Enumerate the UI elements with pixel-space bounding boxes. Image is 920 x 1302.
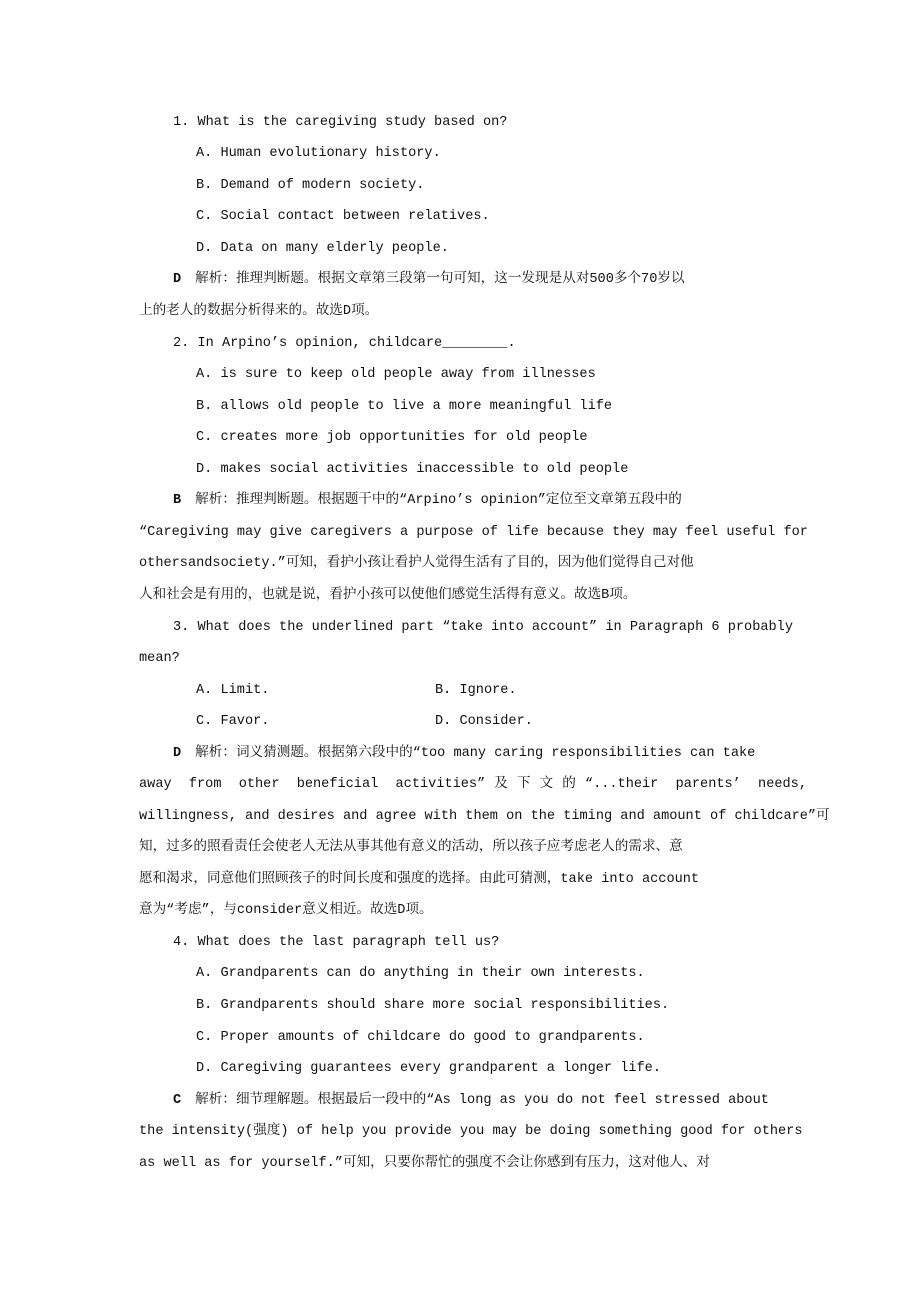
option-d: D. Consider. [435,714,533,729]
option-c: C. creates more job opportunities for old people [196,430,588,445]
explanation-text: othersandsociety.”可知，看护小孩让看护人觉得生活有了目的，因为他们觉得自己对他 [139,556,694,571]
answer-key: B [173,493,182,508]
explanation-text: 解析：推理判断题。根据文章第三段第一句可知，这一发现是从对500多个70岁以 [195,272,685,287]
option-b: B. Grandparents should share more social responsibilities. [196,998,670,1013]
question-stem: 2. In Arpino’s opinion, childcare________. [173,336,516,351]
question-stem: mean? [139,651,180,666]
option-a: A. is sure to keep old people away from illnesses [196,367,596,382]
explanation [173,1091,769,1111]
answer-key: C [173,1093,182,1108]
option-b: B. Ignore. [435,683,517,698]
option-c: C. Social contact between relatives. [196,209,490,224]
explanation [173,270,685,290]
explanation-text: 解析：词义猜测题。根据第六段中的“too many caring responsibilities can take [195,746,756,761]
question-stem: 3. What does the underlined part “take into account” in Paragraph 6 probably [173,620,793,635]
option-a: A. Human evolutionary history. [196,146,441,161]
question-stem: 1. What is the caregiving study based on? [173,115,508,130]
answer-key: D [173,746,182,761]
explanation-text: as well as for yourself.”可知，只要你帮忙的强度不会让你感到有压力，这对他人、对 [139,1156,710,1171]
explanation [173,491,682,511]
option-b: B. allows old people to live a more meaningful life [196,399,613,414]
option-a: A. Grandparents can do anything in their own interests. [196,966,645,981]
explanation-text: 上的老人的数据分析得来的。故选D项。 [139,304,379,319]
option-a: A. Limit. [196,683,270,698]
explanation-text: 解析：细节理解题。根据最后一段中的“As long as you do not feel stressed about [195,1093,769,1108]
answer-key: D [173,272,182,287]
option-d: D. Data on many elderly people. [196,241,449,256]
question-stem: 4. What does the last paragraph tell us? [173,935,500,950]
option-d: D. Caregiving guarantees every grandparent a longer life. [196,1061,661,1076]
explanation-text: 知，过多的照看责任会使老人无法从事其他有意义的活动，所以孩子应考虑老人的需求、意 [139,840,683,855]
explanation-text: willingness, and desires and agree with them on the timing and amount of childcare”可 [139,809,830,824]
explanation-text: 意为“考虑”，与consider意义相近。故选D项。 [139,903,433,918]
explanation-text: “Caregiving may give caregivers a purpose of life because they may feel useful for [139,525,808,540]
explanation-text: away from other beneficial activities”及下文的“...their parents’ needs, [139,777,807,792]
option-d: D. makes social activities inaccessible to old people [196,462,629,477]
explanation-text: 愿和渴求，同意他们照顾孩子的时间长度和强度的选择。由此可猜测，take into account [139,872,700,887]
option-c: C. Favor. [196,714,270,729]
explanation-text: the intensity(强度) of help you provide you may be doing something good for others [139,1124,803,1139]
explanation-text: 人和社会是有用的，也就是说，看护小孩可以使他们感觉生活得有意义。故选B项。 [139,588,637,603]
option-c: C. Proper amounts of childcare do good to grandparents. [196,1030,645,1045]
explanation-text: 解析：推理判断题。根据题干中的“Arpino’s opinion”定位至文章第五段中的 [195,493,682,508]
option-b: B. Demand of modern society. [196,178,425,193]
explanation [173,744,755,764]
